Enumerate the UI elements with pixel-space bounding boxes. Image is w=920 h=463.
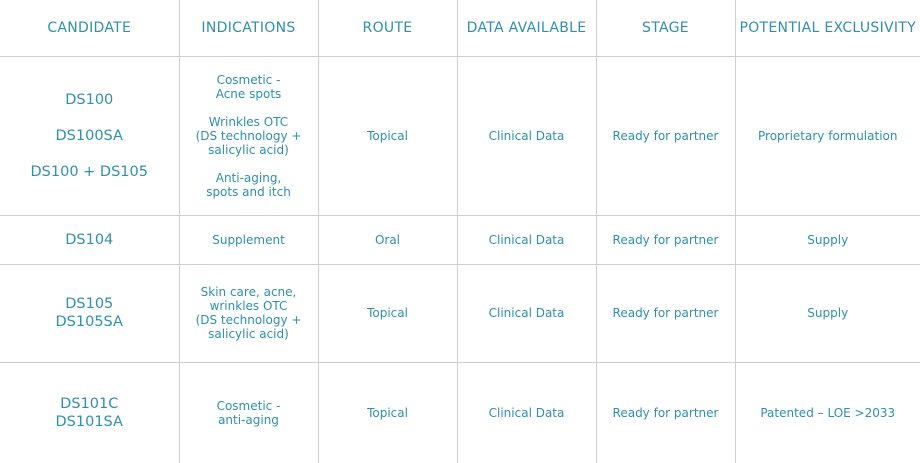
indication-line: salicylic acid) bbox=[208, 142, 289, 157]
candidate-name: DS105SA bbox=[55, 314, 123, 330]
route-cell: Topical bbox=[318, 264, 457, 362]
indication-line: (DS technology + bbox=[195, 128, 302, 143]
candidate-name: DS101C bbox=[60, 395, 119, 412]
table-header-row bbox=[0, 0, 920, 56]
indication-line: Cosmetic - bbox=[216, 72, 281, 87]
header-data-available: DATA AVAILABLE bbox=[457, 0, 596, 56]
candidate-name: DS100 + DS105 bbox=[30, 163, 148, 180]
stage-cell: Ready for partner bbox=[596, 56, 735, 215]
indication-line: spots and itch bbox=[206, 184, 291, 199]
data-available-cell: Clinical Data bbox=[457, 362, 596, 463]
route-cell: Topical bbox=[318, 56, 457, 215]
candidate-cell bbox=[0, 56, 179, 215]
table-row bbox=[0, 362, 920, 463]
indications-cell bbox=[179, 264, 318, 362]
indication-line: Skin care, acne, bbox=[200, 285, 297, 299]
table-row bbox=[0, 264, 920, 362]
stage-cell: Ready for partner bbox=[596, 264, 735, 362]
indication-line: salicylic acid) bbox=[208, 327, 289, 341]
indication-line: Wrinkles OTC bbox=[208, 114, 289, 129]
header-stage: STAGE bbox=[596, 0, 735, 56]
candidate-cell bbox=[0, 215, 179, 264]
indication-line: (DS technology + bbox=[195, 313, 302, 327]
indication-line: anti-aging bbox=[218, 412, 279, 427]
indications-cell bbox=[179, 56, 318, 215]
exclusivity-cell: Supply bbox=[735, 215, 920, 264]
stage-cell: Ready for partner bbox=[596, 215, 735, 264]
route-cell: Topical bbox=[318, 362, 457, 463]
header-route: ROUTE bbox=[318, 0, 457, 56]
data-available-cell: Clinical Data bbox=[457, 215, 596, 264]
table-row bbox=[0, 215, 920, 264]
header-candidate: CANDIDATE bbox=[0, 0, 179, 56]
indication-line: wrinkles OTC bbox=[209, 299, 288, 313]
stage-cell: Ready for partner bbox=[596, 362, 735, 463]
indications-cell bbox=[179, 215, 318, 264]
candidate-name: DS104 bbox=[65, 231, 114, 248]
exclusivity-cell: Proprietary formulation bbox=[735, 56, 920, 215]
route-cell: Oral bbox=[318, 215, 457, 264]
indication-line: Cosmetic - bbox=[216, 398, 281, 413]
indication-line: Anti-aging, bbox=[215, 170, 282, 185]
table-row bbox=[0, 56, 920, 215]
candidate-name: DS100SA bbox=[55, 127, 123, 144]
data-available-cell: Clinical Data bbox=[457, 56, 596, 215]
indications-cell bbox=[179, 362, 318, 463]
candidate-cell bbox=[0, 362, 179, 463]
header-indications: INDICATIONS bbox=[179, 0, 318, 56]
indication-line: Acne spots bbox=[215, 86, 282, 101]
exclusivity-cell: Supply bbox=[735, 264, 920, 362]
candidate-name: DS101SA bbox=[55, 413, 123, 430]
indication-line: Supplement bbox=[212, 232, 285, 247]
data-available-cell: Clinical Data bbox=[457, 264, 596, 362]
candidate-cell bbox=[0, 264, 179, 362]
candidate-name: DS100 bbox=[65, 91, 114, 108]
exclusivity-cell: Patented – LOE >2033 bbox=[735, 362, 920, 463]
header-potential-exclusivity: POTENTIAL EXCLUSIVITY bbox=[735, 0, 920, 56]
candidate-name: DS105 bbox=[65, 296, 114, 312]
